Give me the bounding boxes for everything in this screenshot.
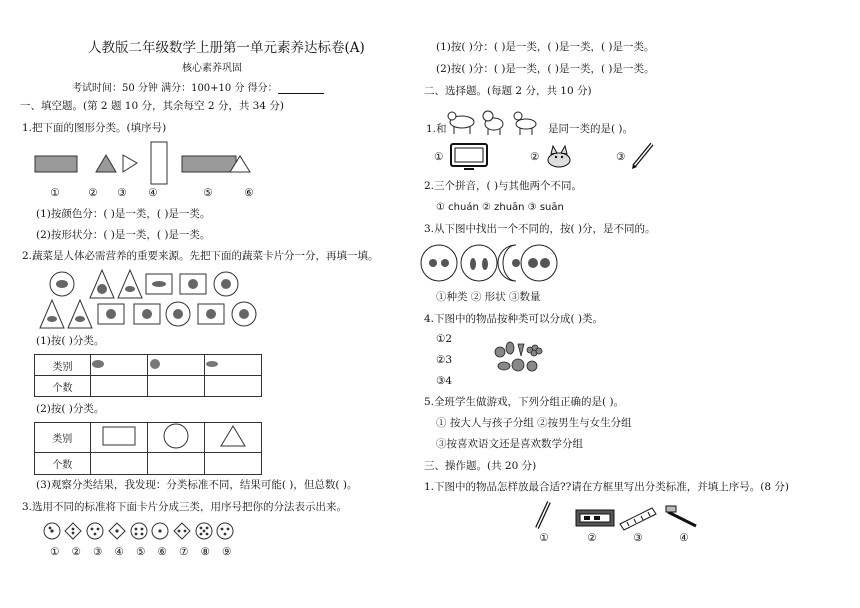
rectangle-shape xyxy=(102,425,136,447)
page-subtitle: 核心素养巩固 xyxy=(182,63,242,74)
table2-rectangle-cell xyxy=(90,423,147,453)
pencil-case-icon xyxy=(576,510,614,526)
watermelon-icon xyxy=(512,359,524,371)
circle-card xyxy=(461,245,497,281)
card-5 xyxy=(131,523,147,539)
card-triangle-2 xyxy=(118,270,142,298)
tomato-icon-3 xyxy=(239,309,249,319)
q3-number-row xyxy=(44,546,238,558)
pencil-icon xyxy=(537,502,549,528)
q1-part-b: (2)按形状分：( )是一类，( )是一类。 xyxy=(36,229,211,241)
choice-q1-suffix: 是同一类的是( )。 xyxy=(548,123,634,135)
q3-num-9: ⑨ xyxy=(222,546,232,558)
card-9 xyxy=(217,523,233,539)
eggplant-icon xyxy=(205,359,219,369)
q3-answer-line-2: (2)按( )分：( )是一类，( )是一类，( )是一类。 xyxy=(436,63,655,75)
cabbage-icon-2 xyxy=(188,279,198,289)
card-2 xyxy=(65,523,81,539)
cabbage-icon-4 xyxy=(106,309,116,319)
q3-cards xyxy=(44,521,234,543)
q3-num-4: ④ xyxy=(114,546,124,558)
table2-triangle-cell xyxy=(204,423,261,453)
fruits-vegetables-image xyxy=(492,340,552,374)
animals-image xyxy=(446,110,546,136)
carrot-icon xyxy=(518,344,524,356)
table1-cabbage-cell xyxy=(147,355,204,376)
q2-vegetable-cards xyxy=(40,270,280,330)
eggplant-icon xyxy=(56,280,68,288)
table2-count-cell[interactable] xyxy=(147,453,204,475)
circle-card xyxy=(521,245,557,281)
op-num-2: ② xyxy=(587,532,597,544)
apple-icon xyxy=(495,347,505,357)
exam-info-text: 考试时间：50 分钟 满分：100+10 分 得分： xyxy=(72,83,278,94)
choice-q2-text: 2.三个拼音，( )与其他两个不同。 xyxy=(424,180,583,192)
question-3-text: 3.选用不同的标准将下面卡片分成三类，用序号把你的分法表示出来。 xyxy=(22,501,348,513)
question-2-text: 2.蔬菜是人体必需营养的重要来源。先把下面的蔬菜卡片分一分，再填一填。 xyxy=(22,250,379,262)
q3-num-5: ⑤ xyxy=(136,546,146,558)
gray-triangle-shape xyxy=(96,155,116,172)
choice-q1-option-2[interactable]: ② xyxy=(530,151,540,163)
operation-q1-text: 1.下图中的物品怎样放最合适??请在方框里写出分类标准，并填上序号。(8 分) xyxy=(424,481,789,493)
table2-label-count: 个数 xyxy=(35,453,91,475)
q3-num-6: ⑥ xyxy=(157,546,167,558)
card-7 xyxy=(174,523,190,539)
q1-number-row xyxy=(44,187,268,199)
table1-tomato-cell xyxy=(204,355,261,376)
choice-q4-option-3[interactable]: ③4 xyxy=(436,375,453,387)
eggplant-icon-3 xyxy=(152,281,166,287)
q1-part-a: (1)按颜色分：( )是一类，( )是一类。 xyxy=(36,208,211,220)
operation-items-image xyxy=(532,500,702,532)
table1-count-cell[interactable] xyxy=(147,376,204,397)
cabbage-icon xyxy=(527,361,537,371)
table2-count-cell[interactable] xyxy=(204,453,261,475)
op-num-3: ③ xyxy=(633,532,643,544)
q3-num-3: ③ xyxy=(93,546,103,558)
q1-shapes xyxy=(30,142,290,184)
table1-label-category: 类别 xyxy=(35,355,91,376)
section-heading-fill-in: 一、填空题。(第 2 题 10 分，其余每空 2 分，共 34 分) xyxy=(20,100,284,112)
tomato-icon-2 xyxy=(206,309,216,319)
card-triangle-4 xyxy=(68,300,92,328)
card-triangle-3 xyxy=(40,300,64,328)
q2-part-3: (3)观察分类结果，我发现：分类标准不同，结果可能( )，但总数( )。 xyxy=(36,479,358,491)
card-3 xyxy=(87,523,103,539)
choice-q4-text: 4.下图中的物品按种类可以分成( )类。 xyxy=(424,313,604,325)
q2-table-1 xyxy=(34,354,262,397)
choice-q2-options[interactable]: ① chuán ② zhuān ③ suān xyxy=(436,202,564,213)
page-title: 人教版二年级数学上册第一单元素养达标卷(A) xyxy=(88,40,365,56)
table2-circle-cell xyxy=(147,423,204,453)
q3-num-2: ② xyxy=(71,546,81,558)
table2-count-cell[interactable] xyxy=(90,453,147,475)
eggplant-icon xyxy=(498,362,510,370)
ruler-icon xyxy=(620,508,656,530)
q3-num-7: ⑦ xyxy=(179,546,189,558)
score-blank xyxy=(278,84,324,94)
q3-answer-line-1: (1)按( )分：( )是一类，( )是一类，( )是一类。 xyxy=(436,41,655,53)
goat-icon xyxy=(516,119,536,129)
table1-eggplant-cell xyxy=(90,355,147,376)
choice-q3-text: 3.从下图中找出一个不同的，按( )分，是不同的。 xyxy=(424,223,656,235)
section-heading-choice: 二、选择题。(每题 2 分，共 10 分) xyxy=(424,85,592,97)
eggplant-icon-4 xyxy=(47,316,57,322)
cabbage-icon xyxy=(97,284,107,294)
table2-label-category: 类别 xyxy=(35,423,91,453)
table1-count-cell[interactable] xyxy=(204,376,261,397)
q1-num-2: ② xyxy=(88,187,98,199)
choice-q1-option-1[interactable]: ① xyxy=(434,151,444,163)
choice-q5-text: 5.全班学生做游戏，下列分组正确的是( )。 xyxy=(424,396,625,408)
q1-num-5: ⑤ xyxy=(203,187,213,199)
q2-part-1: (1)按( )分类。 xyxy=(36,335,105,347)
triangle-shape xyxy=(219,424,247,448)
choice-q5-options-b[interactable]: ③按喜欢语文还是喜欢数学分组 xyxy=(436,438,583,450)
q1-num-6: ⑥ xyxy=(244,187,254,199)
question-1-text: 1.把下面的图形分类。(填序号) xyxy=(22,122,167,134)
gray-rectangle-shape-2 xyxy=(182,156,236,172)
pencil-icon xyxy=(630,142,656,170)
q2-part-2: (2)按( )分类。 xyxy=(36,403,105,415)
q2-table-2 xyxy=(34,422,262,475)
q3-num-8: ⑧ xyxy=(200,546,210,558)
eggplant-icon-2 xyxy=(125,286,135,292)
cabbage-icon xyxy=(148,358,162,370)
op-num-4: ④ xyxy=(679,532,689,544)
op-num-1: ① xyxy=(539,532,549,544)
section-heading-operation: 三、操作题。(共 20 分) xyxy=(424,460,537,472)
fox-icon xyxy=(545,144,575,170)
white-tall-rectangle-shape xyxy=(151,142,167,184)
choice-q1-option-3[interactable]: ③ xyxy=(616,151,626,163)
table1-label-count: 个数 xyxy=(35,376,91,397)
choice-q3-options[interactable]: ①种类 ② 形状 ③数量 xyxy=(436,291,541,303)
q1-num-3: ③ xyxy=(117,187,127,199)
tv-icon xyxy=(450,143,490,171)
choice-q4-option-2[interactable]: ②3 xyxy=(436,354,453,366)
circle-shape xyxy=(163,423,189,449)
q1-num-1: ① xyxy=(50,187,60,199)
choice-q4-option-1[interactable]: ①2 xyxy=(436,333,453,345)
toothbrush-icon xyxy=(666,506,696,526)
tomato-icon xyxy=(173,309,183,319)
gray-rectangle-shape xyxy=(35,156,77,172)
cabbage-icon-3 xyxy=(221,279,231,289)
table1-count-cell[interactable] xyxy=(90,376,147,397)
pear-icon xyxy=(506,342,514,354)
eggplant-icon-5 xyxy=(75,316,85,322)
exam-info xyxy=(72,84,324,94)
choice-q5-options-a[interactable]: ① 按大人与孩子分组 ②按男生与女生分组 xyxy=(436,417,632,429)
eggplant-icon xyxy=(91,359,105,369)
circle-card xyxy=(421,245,457,281)
choice-q1-prefix: 1.和 xyxy=(426,123,447,135)
choice-q3-circles-image xyxy=(420,242,560,284)
cabbage-icon-5 xyxy=(142,309,152,319)
q1-num-4: ④ xyxy=(148,187,158,199)
q3-num-1: ① xyxy=(50,546,60,558)
operation-number-row xyxy=(534,532,694,544)
white-triangle-shape xyxy=(123,155,137,172)
